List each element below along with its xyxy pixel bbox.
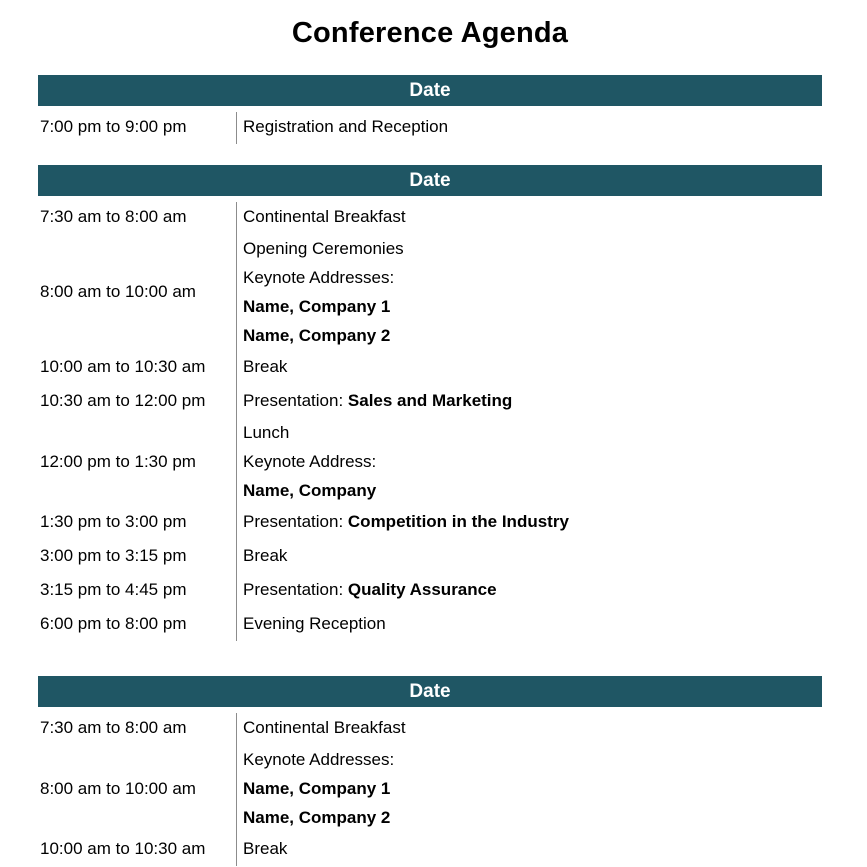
agenda-row xyxy=(38,234,822,350)
session-description xyxy=(237,711,406,745)
emphasis-text: Name, Company 2 xyxy=(243,808,391,827)
session-line xyxy=(243,350,287,384)
time-range: 7:30 am to 8:00 am xyxy=(40,207,187,226)
time-range: 6:00 pm to 8:00 pm xyxy=(40,614,187,633)
session-line xyxy=(243,384,512,418)
agenda-row xyxy=(38,418,822,505)
date-header: Date xyxy=(38,165,822,196)
session-text: Break xyxy=(243,839,288,858)
session-line xyxy=(243,200,406,234)
date-header: Date xyxy=(38,676,822,707)
session-line xyxy=(243,832,287,866)
emphasis-text: Competition in the Industry xyxy=(347,512,569,531)
session-text: Continental Breakfast xyxy=(243,207,406,226)
session-text: Opening Ceremonies xyxy=(243,239,404,258)
time-range: 7:30 am to 8:00 am xyxy=(40,718,187,737)
session-text: Continental Breakfast xyxy=(243,718,406,737)
agenda-row xyxy=(38,350,822,384)
emphasis-text: Name, Company 2 xyxy=(243,326,391,345)
day-section-3 xyxy=(38,676,822,866)
time-range: 8:00 am to 10:00 am xyxy=(40,282,196,301)
session-text: Break xyxy=(243,546,288,565)
column-divider xyxy=(236,112,237,144)
session-text: Keynote Address: xyxy=(243,452,377,471)
time-range: 10:30 am to 12:00 pm xyxy=(40,391,206,410)
session-line xyxy=(243,745,394,774)
time-range: 12:00 pm to 1:30 pm xyxy=(40,451,196,471)
agenda-row xyxy=(38,200,822,234)
agenda-row xyxy=(38,539,822,573)
agenda-row xyxy=(38,607,822,641)
session-line xyxy=(243,573,497,607)
session-text: Presentation: xyxy=(243,512,348,531)
schedule-rows xyxy=(38,196,822,641)
session-description xyxy=(237,418,376,505)
session-line xyxy=(243,803,394,832)
time-range: 8:00 am to 10:00 am xyxy=(40,778,196,798)
time-range: 10:00 am to 10:30 am xyxy=(40,839,206,858)
session-text: Registration and Reception xyxy=(243,117,449,136)
session-text: Presentation: xyxy=(243,580,348,599)
time-range: 3:15 pm to 4:45 pm xyxy=(40,580,187,599)
session-line xyxy=(243,476,376,505)
session-line xyxy=(243,321,404,350)
session-description xyxy=(237,745,394,832)
column-divider xyxy=(236,202,237,641)
session-text: Presentation: xyxy=(243,391,348,410)
column-divider xyxy=(236,713,237,866)
agenda-row xyxy=(38,573,822,607)
session-description xyxy=(237,573,497,607)
time-range: 1:30 pm to 3:00 pm xyxy=(40,512,187,531)
emphasis-text: Sales and Marketing xyxy=(347,391,513,410)
session-text: Break xyxy=(243,357,288,376)
emphasis-text: Name, Company 1 xyxy=(243,779,391,798)
session-line xyxy=(243,292,404,321)
session-line xyxy=(243,263,404,292)
session-line xyxy=(243,711,406,745)
session-description xyxy=(237,505,569,539)
day-section-2 xyxy=(38,165,822,641)
session-text: Keynote Addresses: xyxy=(243,268,395,287)
session-line xyxy=(243,234,404,263)
emphasis-text: Name, Company xyxy=(243,481,377,500)
schedule-rows xyxy=(38,106,822,144)
session-description xyxy=(237,110,448,144)
session-line xyxy=(243,110,448,144)
session-line xyxy=(243,418,376,447)
schedule-rows xyxy=(38,707,822,866)
day-section-1 xyxy=(38,75,822,144)
agenda-row xyxy=(38,711,822,745)
session-text: Evening Reception xyxy=(243,614,386,633)
session-description xyxy=(237,350,287,384)
session-description xyxy=(237,384,512,418)
session-line xyxy=(243,607,386,641)
time-range: 7:00 pm to 9:00 pm xyxy=(40,117,187,136)
session-description xyxy=(237,539,287,573)
agenda-row xyxy=(38,505,822,539)
page-title: Conference Agenda xyxy=(291,17,569,49)
agenda-row xyxy=(38,745,822,832)
session-text: Keynote Addresses: xyxy=(243,750,395,769)
time-range: 10:00 am to 10:30 am xyxy=(40,357,206,376)
emphasis-text: Quality Assurance xyxy=(347,580,497,599)
session-description xyxy=(237,200,406,234)
emphasis-text: Name, Company 1 xyxy=(243,297,391,316)
session-description xyxy=(237,832,287,866)
session-description xyxy=(237,607,386,641)
agenda-row xyxy=(38,384,822,418)
session-description xyxy=(237,234,404,350)
session-line xyxy=(243,447,376,476)
session-line xyxy=(243,774,394,803)
time-range: 3:00 pm to 3:15 pm xyxy=(40,546,187,565)
date-header: Date xyxy=(38,75,822,106)
session-line xyxy=(243,539,287,573)
agenda-row xyxy=(38,832,822,866)
session-line xyxy=(243,505,569,539)
session-text: Lunch xyxy=(243,423,290,442)
agenda-row xyxy=(38,110,822,144)
